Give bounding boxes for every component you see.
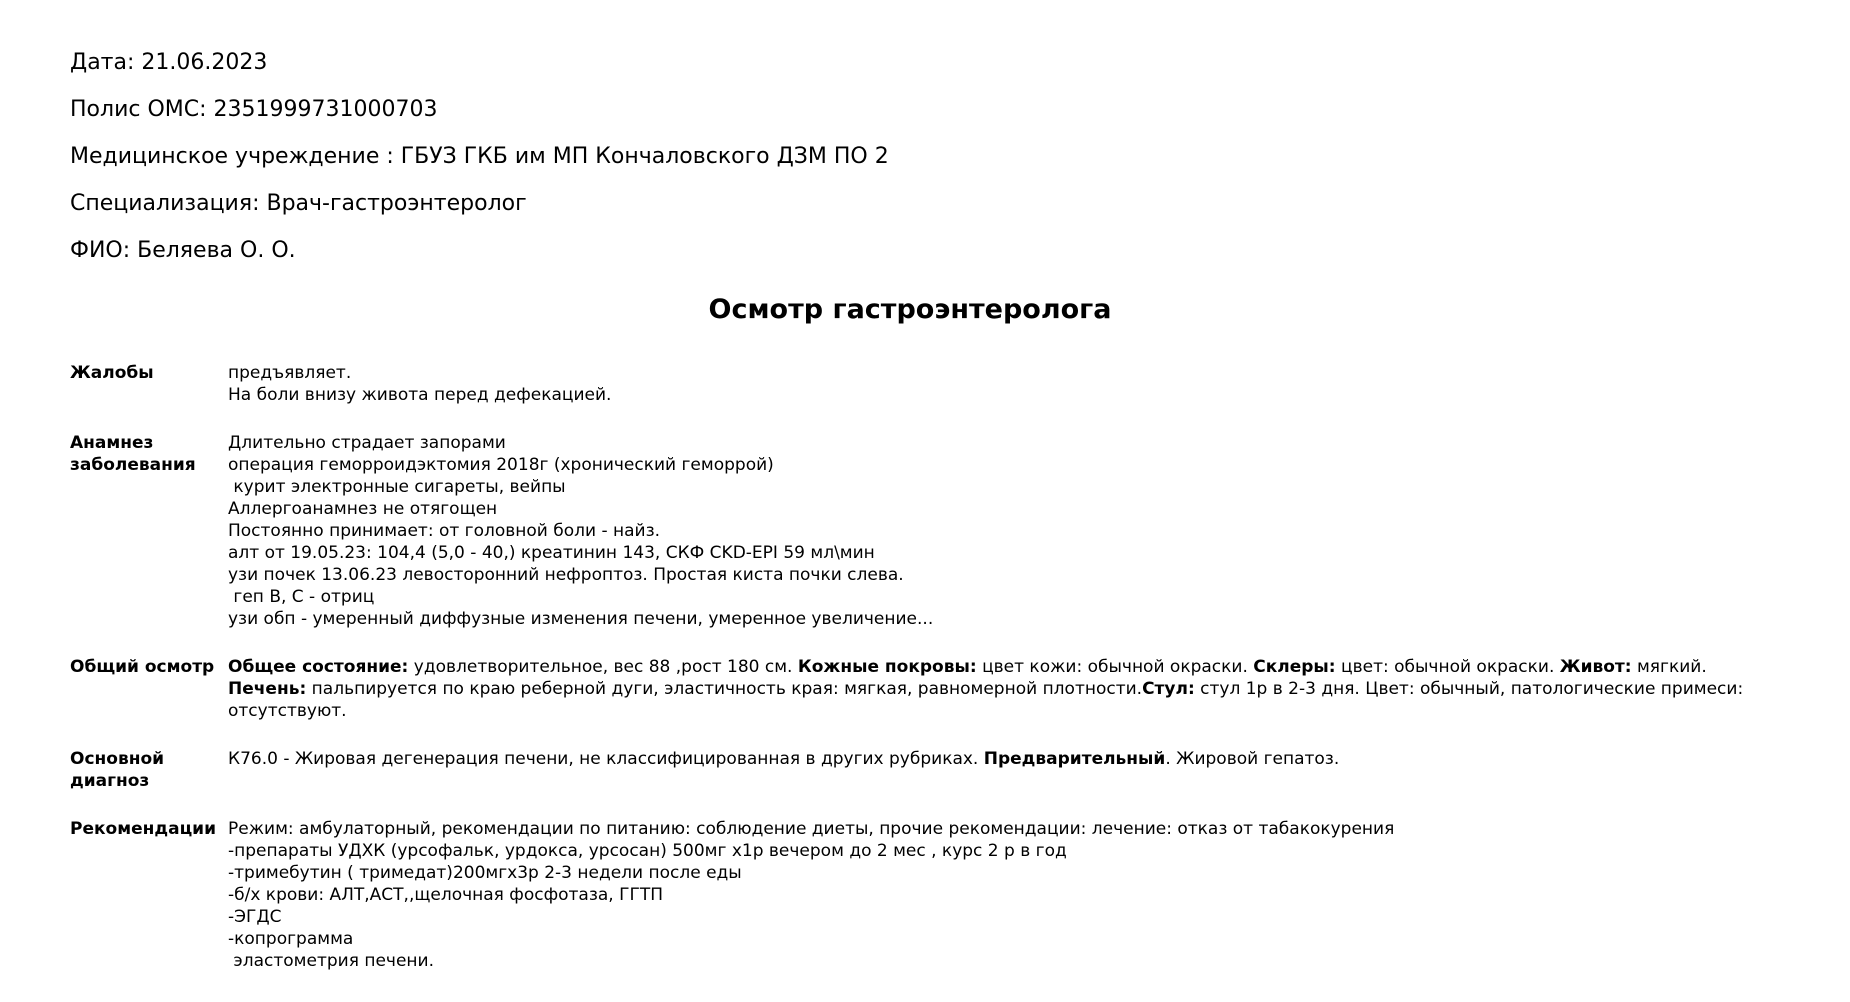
text-segment: геп В, С - отриц	[228, 587, 375, 607]
text-segment: пальпируется по краю реберной дуги, эластичность края: мягкая, равномерной плотности.	[306, 679, 1143, 699]
text-segment: стул 1р в 2-3 дня. Цвет: обычный, патологические примеси:	[1194, 679, 1744, 699]
section-line	[228, 362, 1820, 384]
text-segment-bold: Стул:	[1142, 679, 1195, 699]
section-line	[228, 950, 1820, 972]
section-content-general-examination	[228, 656, 1820, 722]
section-line	[228, 884, 1820, 906]
section-label-main-diagnosis: Основной диагноз	[70, 749, 165, 791]
text-segment: Длительно страдает запорами	[228, 433, 506, 453]
text-segment: узи почек 13.06.23 левосторонний нефроптоз. Простая киста почки слева.	[228, 565, 904, 585]
header-medical-institution: Медицинское учреждение : ГБУЗ ГКБ им МП Кончаловского ДЗМ ПО 2	[70, 144, 889, 169]
header-doctor-name: ФИО: Беляева О. О.	[70, 238, 296, 263]
text-segment: алт от 19.05.23: 104,4 (5,0 - 40,) креатинин 143, СКФ CKD-EPI 59 мл\мин	[228, 543, 875, 563]
section-content-main-diagnosis	[228, 748, 1820, 792]
section-line	[228, 520, 1820, 542]
text-segment: операция геморроидэктомия 2018г (хронический геморрой)	[228, 455, 774, 475]
section-line	[228, 542, 1820, 564]
section-line	[228, 840, 1820, 862]
text-segment: предъявляет.	[228, 363, 352, 383]
section-line	[228, 906, 1820, 928]
section-complaints	[70, 362, 1820, 406]
text-segment-bold: Живот:	[1559, 657, 1632, 677]
section-general-examination	[70, 656, 1820, 722]
text-segment: На боли внизу живота перед дефекацией.	[228, 385, 612, 405]
section-label-recommendations: Рекомендации	[70, 819, 217, 839]
text-segment: Постоянно принимает: от головной боли - найз.	[228, 521, 661, 541]
section-label-general-examination: Общий осмотр	[70, 657, 215, 677]
text-segment: -б/х крови: АЛТ,АСТ,,щелочная фосфотаза, ГГТП	[228, 885, 664, 905]
section-main-diagnosis	[70, 748, 1820, 792]
section-label-complaints: Жалобы	[70, 363, 154, 383]
section-line	[228, 862, 1820, 884]
document-header	[70, 50, 1820, 264]
header-date: Дата: 21.06.2023	[70, 50, 268, 75]
section-content-recommendations	[228, 818, 1820, 972]
text-segment: отсутствуют.	[228, 701, 347, 721]
section-line	[228, 608, 1820, 630]
section-line	[228, 432, 1820, 454]
text-segment-bold: Кожные покровы:	[797, 657, 977, 677]
text-segment-bold: Предварительный	[983, 749, 1166, 769]
text-segment-bold: Общее состояние:	[228, 657, 409, 677]
text-segment-bold: Склеры:	[1253, 657, 1336, 677]
text-segment: . Жировой гепатоз.	[1165, 749, 1340, 769]
section-line	[228, 656, 1820, 678]
section-line	[228, 564, 1820, 586]
text-segment: эластометрия печени.	[228, 951, 434, 971]
section-label-anamnesis: Анамнез заболевания	[70, 433, 196, 475]
page-title: Осмотр гастроэнтеролога	[708, 294, 1112, 325]
text-segment: К76.0 - Жировая дегенерация печени, не классифицированная в других рубриках.	[228, 749, 984, 769]
section-line	[228, 586, 1820, 608]
section-anamnesis	[70, 432, 1820, 630]
section-line	[228, 748, 1820, 770]
text-segment: -тримебутин ( тримедат)200мгх3р 2-3 недели после еды	[228, 863, 742, 883]
section-line	[228, 678, 1820, 700]
text-segment: мягкий.	[1631, 657, 1707, 677]
sections	[70, 362, 1820, 972]
section-line	[228, 818, 1820, 840]
text-segment: удовлетворительное, вес 88 ,рост 180 см.	[408, 657, 798, 677]
text-segment: -препараты УДХК (урсофальк, урдокса, урсосан) 500мг х1р вечером до 2 мес , курс 2 р в год	[228, 841, 1067, 861]
section-line	[228, 498, 1820, 520]
section-recommendations	[70, 818, 1820, 972]
text-segment: Режим: амбулаторный, рекомендации по питанию: соблюдение диеты, прочие рекомендации: лечение: отказ от табакокурения	[228, 819, 1395, 839]
section-content-anamnesis	[228, 432, 1820, 630]
text-segment: -копрограмма	[228, 929, 354, 949]
text-segment-bold: Печень:	[228, 679, 307, 699]
section-line	[228, 476, 1820, 498]
header-oms-policy: Полис ОМС: 2351999731000703	[70, 97, 438, 122]
section-line	[228, 384, 1820, 406]
section-line	[228, 700, 1820, 722]
section-line	[228, 454, 1820, 476]
header-specialization: Специализация: Врач-гастроэнтеролог	[70, 191, 527, 216]
text-segment: цвет кожи: обычной окраски.	[976, 657, 1254, 677]
text-segment: курит электронные сигареты, вейпы	[228, 477, 566, 497]
text-segment: узи обп - умеренный диффузные изменения печени, умеренное увеличение...	[228, 609, 934, 629]
text-segment: -ЭГДС	[228, 907, 282, 927]
section-line	[228, 928, 1820, 950]
text-segment: цвет: обычной окраски.	[1335, 657, 1560, 677]
text-segment: Аллергоанамнез не отягощен	[228, 499, 498, 519]
section-content-complaints	[228, 362, 1820, 406]
